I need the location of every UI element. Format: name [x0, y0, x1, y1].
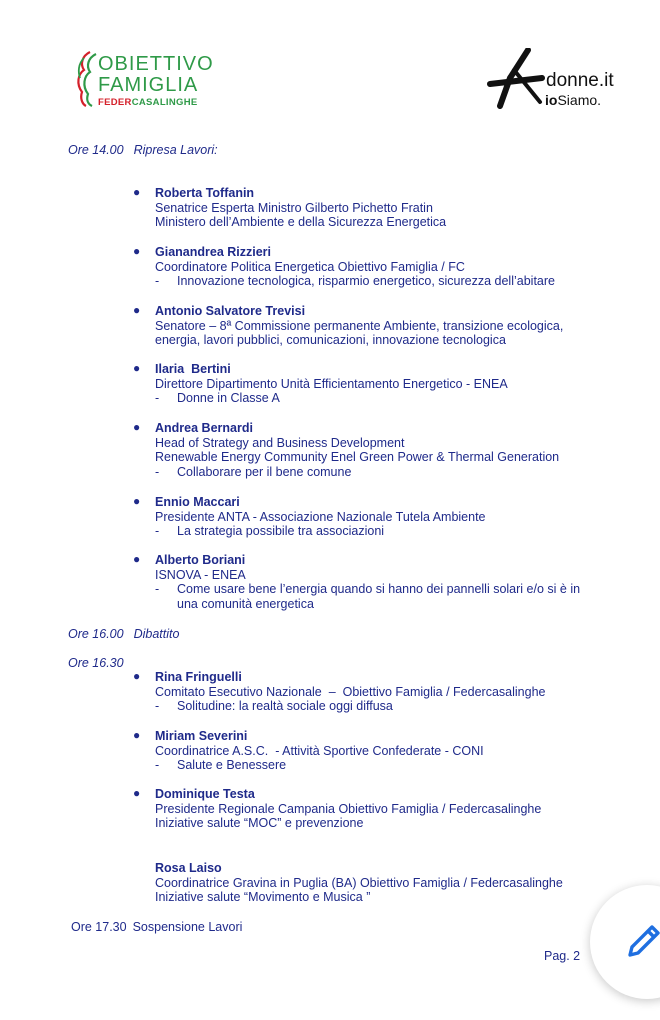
speaker-entry: [155, 861, 563, 905]
suspension-label: Sospensione Lavori: [132, 920, 243, 934]
speaker-entry: [133, 361, 508, 406]
speaker-topic: - Donne in Classe A: [155, 391, 508, 406]
speaker-role: Iniziative salute “Movimento e Musica ”: [155, 890, 371, 905]
speaker-name: Alberto Boriani: [155, 553, 246, 567]
speaker-role: Coordinatore Politica Energetica Obiettivo Famiglia / FC: [155, 259, 465, 274]
page-number: Pag. 2: [544, 949, 581, 963]
speaker-topic: - Collaborare per il bene comune: [155, 465, 559, 480]
speaker-name: Ilaria Bertini: [155, 362, 231, 376]
speaker-topic: - Come usare bene l’energia quando si hanno dei pannelli solari e/o si è in: [155, 582, 580, 597]
logo-line-federcasalinghe: [98, 98, 214, 108]
star-brush-icon: [486, 48, 550, 112]
speaker-role: Renewable Energy Community Enel Green Power & Thermal Generation: [155, 450, 560, 465]
speaker-name: Andrea Bernardi: [155, 421, 253, 435]
speaker-name: Gianandrea Rizzieri: [155, 245, 272, 259]
speaker-role: Coordinatrice A.S.C. - Attività Sportive Confederate - CONI: [155, 743, 484, 758]
speaker-role: Comitato Esecutivo Nazionale – Obiettivo Famiglia / Federcasalinghe: [155, 684, 546, 699]
speaker-entry: [133, 786, 542, 831]
logo-feder: FEDER: [98, 97, 132, 108]
speaker-entry: [133, 420, 560, 480]
debate-time-line: [68, 627, 179, 641]
speaker-role: Coordinatrice Gravina in Puglia (BA) Obiettivo Famiglia / Federcasalinghe: [155, 875, 563, 890]
logo-casalinghe: CASALINGHE: [131, 97, 198, 108]
donne-it-wordmark: donne.it: [546, 70, 614, 91]
speaker-role: Senatrice Esperta Ministro Gilberto Pichetto Fratin: [155, 200, 433, 215]
suspension-time-line: [71, 920, 242, 934]
speaker-name: Miriam Severini: [155, 729, 248, 743]
resume-time: Ore 14.00: [68, 143, 124, 157]
bullet-icon: ●: [133, 185, 141, 199]
pencil-icon: [624, 921, 660, 961]
session2-time: Ore 16.30: [68, 656, 124, 670]
speaker-role: ISNOVA - ENEA: [155, 567, 246, 582]
suspension-time: Ore 17.30: [71, 920, 127, 934]
speaker-entry: [133, 303, 564, 348]
bullet-icon: ●: [133, 494, 141, 508]
speaker-topic: - La strategia possibile tra associazioni: [155, 524, 486, 539]
bullet-icon: ●: [133, 728, 141, 742]
speaker-name: Rosa Laiso: [155, 861, 222, 875]
speaker-entry: [133, 244, 555, 289]
debate-label: Dibattito: [133, 627, 180, 641]
speaker-name: Rina Fringuelli: [155, 670, 242, 684]
bullet-icon: ●: [133, 361, 141, 375]
speaker-topic: - Innovazione tecnologica, risparmio energetico, sicurezza dell’abitare: [155, 274, 555, 289]
speaker-role: Direttore Dipartimento Unità Efficientamento Energetico - ENEA: [155, 376, 508, 391]
speaker-entry: [133, 728, 484, 773]
speaker-topic-continued: una comunità energetica: [177, 597, 314, 612]
session2-time-line: [68, 656, 134, 670]
speaker-role: Presidente Regionale Campania Obiettivo Famiglia / Federcasalinghe: [155, 801, 542, 816]
speaker-topic: - Solitudine: la realtà sociale oggi diffusa: [155, 699, 545, 714]
speaker-name: Dominique Testa: [155, 787, 255, 801]
tag-siamo: Siamo.: [557, 92, 602, 108]
speaker-entry: [133, 185, 447, 230]
resume-label: Ripresa Lavori:: [133, 143, 218, 157]
bullet-icon: ●: [133, 552, 141, 566]
speaker-name: Roberta Toffanin: [155, 186, 255, 200]
speaker-entry: [133, 669, 546, 714]
edit-fab-button[interactable]: [590, 885, 660, 999]
speaker-name: Ennio Maccari: [155, 495, 240, 509]
speaker-role: Ministero dell’Ambiente e della Sicurezza Energetica: [155, 215, 447, 230]
debate-time: Ore 16.00: [68, 627, 124, 641]
resume-time-line: [68, 143, 218, 157]
io-siamo-tagline: [545, 92, 601, 108]
speaker-topic: - Salute e Benessere: [155, 758, 484, 773]
speaker-entry: [133, 494, 486, 539]
logo-line-obiettivo: OBIETTIVO: [98, 53, 214, 75]
bullet-icon: ●: [133, 244, 141, 258]
donne-it-logo: [486, 48, 636, 112]
bullet-icon: ●: [133, 303, 141, 317]
speaker-role: Senatore – 8ª Commissione permanente Ambiente, transizione ecologica,: [155, 318, 564, 333]
bullet-icon: ●: [133, 420, 141, 434]
speaker-role: Head of Strategy and Business Development: [155, 435, 405, 450]
bullet-icon: ●: [133, 669, 141, 683]
speaker-name: Antonio Salvatore Trevisi: [155, 304, 306, 318]
tag-io: io: [545, 92, 558, 108]
speaker-role: energia, lavori pubblici, comunicazioni, innovazione tecnologica: [155, 333, 506, 348]
speaker-role: Iniziative salute “MOC” e prevenzione: [155, 816, 364, 831]
speaker-role: Presidente ANTA - Associazione Nazionale Tutela Ambiente: [155, 509, 486, 524]
bullet-icon: ●: [133, 786, 141, 800]
obiettivo-famiglia-logo: [72, 48, 232, 110]
logo-line-famiglia: FAMIGLIA: [98, 74, 199, 96]
speaker-entry: [133, 552, 581, 612]
